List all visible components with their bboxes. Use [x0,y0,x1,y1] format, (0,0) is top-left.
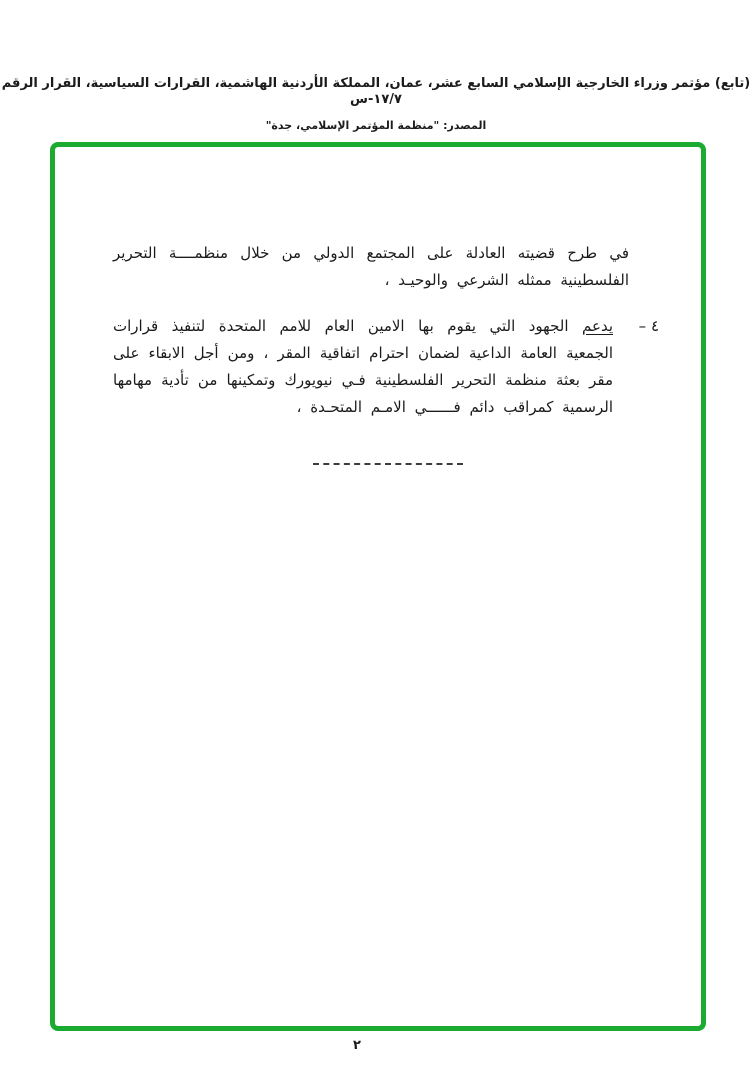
page-number: ٢ [353,1038,361,1053]
document-green-frame [50,142,706,1031]
header-source: المصدر: "منظمة المؤتمر الإسلامي، جدة" [265,119,487,132]
item-lead-word: يدعم [582,317,613,335]
item-number: ٤ – [638,317,659,335]
document-header [0,76,752,132]
header-title: (تابع) مؤتمر وزراء الخارجية الإسلامي السابع عشر، عمان، المملكة الأردنية الهاشمية، القرارات السياسية، القرار الرقم ١٧/٧-س [1,76,751,107]
section-separator [313,463,463,465]
item-body-text: الجهود التي يقوم بها الامين العام للامم المتحدة لتنفيذ قرارات الجمعية العامة الداعية لضمان احترام اتفاقية المقر ، ومن أجل الابقاء على مقر بعثة منظمة التحرير الفلسطينية فـي نيويورك وتمكينها من تأدية مهامها الرسمية كمراقب دائم فــــــي الامـم المتحـدة ، [113,317,613,416]
resolution-item-4 [113,313,659,421]
item-text [113,313,613,421]
paragraph-continuation: في طرح قضيته العادلة على المجتمع الدولي من خلال منظمــــة التحرير الفلسطينية ممثله الشرعي والوحيـد ، [113,244,629,289]
